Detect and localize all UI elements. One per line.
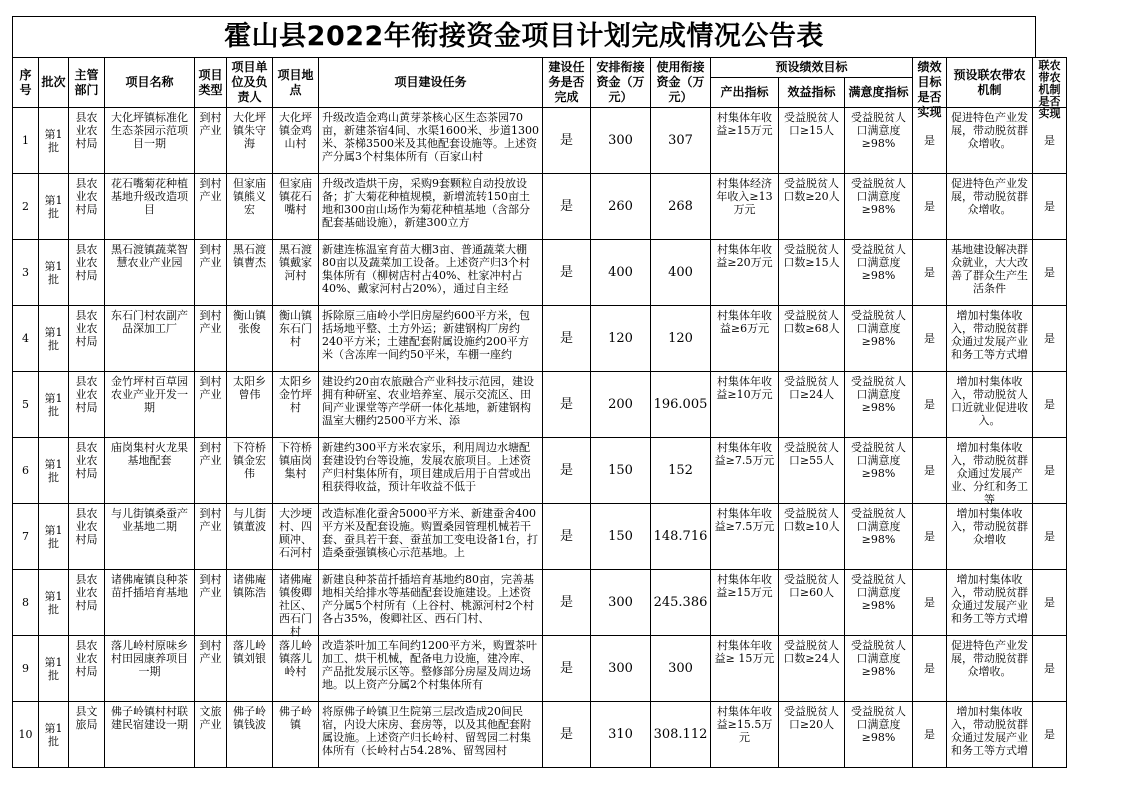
header-mech-achieved: 联农带农机制是否实现	[1033, 58, 1067, 108]
header-output: 产出指标	[711, 78, 779, 108]
cell-used: 196.005	[651, 372, 711, 438]
cell-mechanism: 增加村集体收入，带动脱贫群众通过发展产业、分红和务工等	[947, 438, 1033, 504]
cell-location: 诸佛庵镇俊卿社区、西石门村	[273, 570, 319, 636]
cell-output: 村集体年收益≥15万元	[711, 108, 779, 174]
table-row	[13, 174, 1067, 240]
cell-completed: 是	[543, 306, 591, 372]
cell-type: 到村产业	[195, 504, 227, 570]
cell-type: 到村产业	[195, 306, 227, 372]
cell-name: 诸佛庵镇良种茶苗扦插培育基地	[105, 570, 195, 636]
cell-batch: 第1批	[39, 306, 69, 372]
cell-mech-achieved: 是	[1033, 306, 1067, 372]
cell-satisfaction: 受益脱贫人口满意度≥98%	[845, 174, 913, 240]
cell-planned: 150	[591, 504, 651, 570]
cell-type: 到村产业	[195, 174, 227, 240]
cell-satisfaction: 受益脱贫人口满意度≥98%	[845, 702, 913, 768]
cell-dept: 县文旅局	[69, 702, 105, 768]
cell-output: 村集体年收益≥10万元	[711, 372, 779, 438]
cell-unit: 下符桥镇金宏伟	[227, 438, 273, 504]
cell-satisfaction: 受益脱贫人口满意度≥98%	[845, 240, 913, 306]
header-benefit: 效益指标	[779, 78, 845, 108]
cell-used: 300	[651, 636, 711, 702]
header-mechanism: 预设联农带农机制	[947, 58, 1033, 108]
cell-benefit: 受益脱贫人口≥24人	[779, 372, 845, 438]
cell-seq: 10	[13, 702, 39, 768]
cell-unit: 与儿街镇董波	[227, 504, 273, 570]
header-satisfaction: 满意度指标	[845, 78, 913, 108]
announcement-sheet	[12, 16, 1061, 768]
cell-name: 花石嘴菊花种植基地升级改造项目	[105, 174, 195, 240]
cell-name: 东石门村农副产品深加工厂	[105, 306, 195, 372]
cell-dept: 县农业农村局	[69, 570, 105, 636]
cell-mechanism: 增加村集体收入，带动脱贫群众通过发展产业和务工等方式增	[947, 570, 1033, 636]
cell-benefit: 受益脱贫人口数≥15人	[779, 240, 845, 306]
cell-mech-achieved: 是	[1033, 108, 1067, 174]
cell-unit: 衡山镇张俊	[227, 306, 273, 372]
cell-task: 新建约300平方米农家乐，利用周边水塘配套建设钓台等设施，发展农旅项目。上述资产归村集体所有，项目建成后用于自营或出租获得收益，预计年收益不低于	[319, 438, 543, 504]
cell-planned: 300	[591, 108, 651, 174]
cell-batch: 第1批	[39, 240, 69, 306]
cell-type: 到村产业	[195, 636, 227, 702]
cell-name: 黑石渡镇蔬菜智慧农业产业园	[105, 240, 195, 306]
cell-type: 到村产业	[195, 570, 227, 636]
table-row	[13, 108, 1067, 174]
cell-used: 400	[651, 240, 711, 306]
cell-mech-achieved: 是	[1033, 372, 1067, 438]
cell-completed: 是	[543, 570, 591, 636]
cell-output: 村集体年收益≥7.5万元	[711, 504, 779, 570]
cell-batch: 第1批	[39, 636, 69, 702]
cell-completed: 是	[543, 438, 591, 504]
table-body	[13, 108, 1067, 768]
cell-task: 建设约20亩农旅融合产业科技示范园，建设拥有种研室、农业培养室、展示交流区、田间产业课堂等产学研一体化基地，新建钢构温室大棚约2500平方米、添	[319, 372, 543, 438]
cell-output: 村集体年收益≥7.5万元	[711, 438, 779, 504]
table-row	[13, 438, 1067, 504]
cell-benefit: 受益脱贫人口≥15人	[779, 108, 845, 174]
header-planned: 安排衔接资金（万元）	[591, 58, 651, 108]
cell-task: 新建连栋温室育苗大棚3亩、普通蔬菜大棚80亩以及蔬菜加工设备。上述资产归3个村集体所有（柳树店村占40%、杜家冲村占40%、戴家河村占20%），通过自主经	[319, 240, 543, 306]
table-row	[13, 636, 1067, 702]
cell-seq: 1	[13, 108, 39, 174]
cell-output: 村集体年收益≥20万元	[711, 240, 779, 306]
cell-satisfaction: 受益脱贫人口满意度≥98%	[845, 372, 913, 438]
cell-location: 大沙埂村、四顾冲、石河村	[273, 504, 319, 570]
cell-mechanism: 增加村集体收入，带动脱贫群众通过发展产业和务工等方式增	[947, 306, 1033, 372]
cell-used: 120	[651, 306, 711, 372]
cell-satisfaction: 受益脱贫人口满意度≥98%	[845, 438, 913, 504]
cell-location: 衡山镇东石门村	[273, 306, 319, 372]
cell-dept: 县农业农村局	[69, 108, 105, 174]
cell-batch: 第1批	[39, 702, 69, 768]
cell-unit: 佛子岭镇钱波	[227, 702, 273, 768]
header-perf-achieved: 绩效目标是否实现	[913, 58, 947, 108]
cell-name: 大化坪镇标准化生态茶园示范项目一期	[105, 108, 195, 174]
cell-mechanism: 增加村集体收入，带动脱贫群众通过发展产业和务工等方式增	[947, 702, 1033, 768]
cell-satisfaction: 受益脱贫人口满意度≥98%	[845, 108, 913, 174]
cell-location: 黑石渡镇戴家河村	[273, 240, 319, 306]
cell-used: 148.716	[651, 504, 711, 570]
cell-mechanism: 增加村集体收入，带动脱贫群众增收	[947, 504, 1033, 570]
cell-benefit: 受益脱贫人口数≥10人	[779, 504, 845, 570]
cell-unit: 太阳乡曾伟	[227, 372, 273, 438]
cell-perf-achieved: 是	[913, 240, 947, 306]
cell-satisfaction: 受益脱贫人口满意度≥98%	[845, 306, 913, 372]
cell-mech-achieved: 是	[1033, 702, 1067, 768]
header-task: 项目建设任务	[319, 58, 543, 108]
cell-name: 金竹坪村百草园农业产业开发一期	[105, 372, 195, 438]
cell-seq: 8	[13, 570, 39, 636]
cell-name: 落儿岭村原味乡村田园康养项目一期	[105, 636, 195, 702]
cell-batch: 第1批	[39, 372, 69, 438]
header-name: 项目名称	[105, 58, 195, 108]
cell-type: 文旅产业	[195, 702, 227, 768]
cell-mechanism: 基地建设解决群众就业，大大改善了群众生产生活条件	[947, 240, 1033, 306]
cell-planned: 200	[591, 372, 651, 438]
cell-benefit: 受益脱贫人口数≥20人	[779, 174, 845, 240]
cell-used: 308.112	[651, 702, 711, 768]
cell-output: 村集体年收益≥ 15万元	[711, 636, 779, 702]
cell-mech-achieved: 是	[1033, 438, 1067, 504]
header-dept: 主管部门	[69, 58, 105, 108]
cell-mech-achieved: 是	[1033, 504, 1067, 570]
cell-planned: 400	[591, 240, 651, 306]
cell-seq: 9	[13, 636, 39, 702]
cell-mechanism: 促进特色产业发展，带动脱贫群众增收。	[947, 174, 1033, 240]
header-used: 使用衔接资金（万元）	[651, 58, 711, 108]
cell-batch: 第1批	[39, 504, 69, 570]
cell-mech-achieved: 是	[1033, 174, 1067, 240]
cell-mech-achieved: 是	[1033, 636, 1067, 702]
header-batch: 批次	[39, 58, 69, 108]
table-row	[13, 570, 1067, 636]
cell-perf-achieved: 是	[913, 438, 947, 504]
cell-used: 152	[651, 438, 711, 504]
cell-mechanism: 促进特色产业发展，带动脱贫群众增收。	[947, 636, 1033, 702]
table-row	[13, 702, 1067, 768]
cell-satisfaction: 受益脱贫人口满意度≥98%	[845, 570, 913, 636]
cell-benefit: 受益脱贫人口≥20人	[779, 702, 845, 768]
cell-unit: 黑石渡镇曹杰	[227, 240, 273, 306]
table-row	[13, 372, 1067, 438]
cell-task: 升级改造金鸡山黄芽茶核心区生态茶园70亩，新建茶宿4间、水渠1600米、步道1300米、茶梯3500米及其他配套设施等。上述资产分属3个村集体所有（百家山村	[319, 108, 543, 174]
cell-seq: 4	[13, 306, 39, 372]
cell-batch: 第1批	[39, 438, 69, 504]
cell-seq: 3	[13, 240, 39, 306]
cell-planned: 120	[591, 306, 651, 372]
cell-type: 到村产业	[195, 438, 227, 504]
cell-used: 268	[651, 174, 711, 240]
cell-name: 庙岗集村火龙果基地配套	[105, 438, 195, 504]
page-title: 霍山县2022年衔接资金项目计划完成情况公告表	[12, 16, 1036, 57]
cell-unit: 大化坪镇朱守海	[227, 108, 273, 174]
cell-planned: 300	[591, 570, 651, 636]
header-type: 项目类型	[195, 58, 227, 108]
cell-benefit: 受益脱贫人口≥55人	[779, 438, 845, 504]
table-header	[13, 58, 1067, 120]
cell-task: 改造茶叶加工车间约1200平方米，购置茶叶加工、烘干机械，配备电力设施，建冷库、产品批发展示区等。整修部分房屋及周边场地。以上资产分属2个村集体所有	[319, 636, 543, 702]
cell-output: 村集体经济年收入≥13万元	[711, 174, 779, 240]
cell-dept: 县农业农村局	[69, 636, 105, 702]
cell-dept: 县农业农村局	[69, 372, 105, 438]
cell-dept: 县农业农村局	[69, 240, 105, 306]
cell-perf-achieved: 是	[913, 108, 947, 174]
cell-dept: 县农业农村局	[69, 174, 105, 240]
cell-unit: 诸佛庵镇陈浩	[227, 570, 273, 636]
cell-type: 到村产业	[195, 372, 227, 438]
cell-type: 到村产业	[195, 108, 227, 174]
cell-unit: 落儿岭镇刘银	[227, 636, 273, 702]
cell-output: 村集体年收益≥6万元	[711, 306, 779, 372]
cell-location: 下符桥镇庙岗集村	[273, 438, 319, 504]
cell-planned: 300	[591, 636, 651, 702]
cell-batch: 第1批	[39, 174, 69, 240]
cell-seq: 6	[13, 438, 39, 504]
cell-task: 将原佛子岭镇卫生院第三层改造成20间民宿，内设大床房、套房等，以及其他配套附属设施。上述资产归长岭村、留驾园二村集体所有（长岭村占54.28%、留驾园村	[319, 702, 543, 768]
cell-perf-achieved: 是	[913, 636, 947, 702]
cell-location: 但家庙镇花石嘴村	[273, 174, 319, 240]
cell-name: 与儿街镇桑蚕产业基地二期	[105, 504, 195, 570]
cell-perf-achieved: 是	[913, 372, 947, 438]
cell-output: 村集体年收益≥15万元	[711, 570, 779, 636]
cell-seq: 2	[13, 174, 39, 240]
cell-completed: 是	[543, 108, 591, 174]
cell-benefit: 受益脱贫人口≥60人	[779, 570, 845, 636]
cell-seq: 5	[13, 372, 39, 438]
cell-satisfaction: 受益脱贫人口满意度≥98%	[845, 636, 913, 702]
cell-perf-achieved: 是	[913, 504, 947, 570]
table-row	[13, 240, 1067, 306]
cell-mechanism: 促进特色产业发展，带动脱贫群众增收。	[947, 108, 1033, 174]
cell-batch: 第1批	[39, 108, 69, 174]
cell-task: 改造标准化蚕舍5000平方米、新建蚕舍400平方米及配套设施。购置桑园管理机械若干套、蚕具若干套、蚕茧加工变电设备1台，打造桑蚕强镇核心示范基地。上	[319, 504, 543, 570]
header-completed: 建设任务是否完成	[543, 58, 591, 108]
cell-benefit: 受益脱贫人口数≥24人	[779, 636, 845, 702]
cell-planned: 150	[591, 438, 651, 504]
cell-batch: 第1批	[39, 570, 69, 636]
table-row	[13, 306, 1067, 372]
header-seq: 序号	[13, 58, 39, 108]
cell-satisfaction: 受益脱贫人口满意度≥98%	[845, 504, 913, 570]
cell-completed: 是	[543, 174, 591, 240]
cell-seq: 7	[13, 504, 39, 570]
cell-completed: 是	[543, 372, 591, 438]
cell-type: 到村产业	[195, 240, 227, 306]
cell-planned: 310	[591, 702, 651, 768]
header-location: 项目地点	[273, 58, 319, 108]
cell-output: 村集体年收益≥15.5万元	[711, 702, 779, 768]
cell-dept: 县农业农村局	[69, 504, 105, 570]
header-perf-group: 预设绩效目标	[711, 58, 913, 78]
cell-benefit: 受益脱贫人口数≥68人	[779, 306, 845, 372]
cell-location: 落儿岭镇落儿岭村	[273, 636, 319, 702]
cell-completed: 是	[543, 240, 591, 306]
cell-perf-achieved: 是	[913, 702, 947, 768]
cell-location: 大化坪镇金鸡山村	[273, 108, 319, 174]
cell-used: 245.386	[651, 570, 711, 636]
cell-planned: 260	[591, 174, 651, 240]
cell-perf-achieved: 是	[913, 570, 947, 636]
cell-mechanism: 增加村集体收入，带动脱贫人口近就业促进收入。	[947, 372, 1033, 438]
cell-task: 升级改造烘干房，采购9套颗粒自动投放设备；扩大菊花种植规模，新增流转150亩土地和300亩山场作为菊花种植基地（含部分配套基础设施），新建300立方	[319, 174, 543, 240]
cell-perf-achieved: 是	[913, 174, 947, 240]
cell-completed: 是	[543, 702, 591, 768]
cell-task: 新建良种茶苗扦插培育基地约80亩，完善基地相关给排水等基础配套设施建设。上述资产分属5个村所有（上谷村、桃源河村2个村各占35%，俊卿社区、西石门村、	[319, 570, 543, 636]
cell-perf-achieved: 是	[913, 306, 947, 372]
cell-name: 佛子岭镇村村联建民宿建设一期	[105, 702, 195, 768]
cell-mech-achieved: 是	[1033, 240, 1067, 306]
cell-used: 307	[651, 108, 711, 174]
cell-task: 拆除原三庙岭小学旧房屋约600平方米，包括场地平整、土方外运；新建钢构厂房约240平方米；土建配套附属设施约200平方米（含冻库一间约50平米，车棚一座约	[319, 306, 543, 372]
cell-mech-achieved: 是	[1033, 570, 1067, 636]
cell-dept: 县农业农村局	[69, 306, 105, 372]
table-row	[13, 504, 1067, 570]
cell-completed: 是	[543, 504, 591, 570]
project-table	[12, 57, 1067, 768]
cell-dept: 县农业农村局	[69, 438, 105, 504]
cell-location: 太阳乡金竹坪村	[273, 372, 319, 438]
cell-unit: 但家庙镇熊义宏	[227, 174, 273, 240]
cell-location: 佛子岭镇	[273, 702, 319, 768]
cell-completed: 是	[543, 636, 591, 702]
header-unit: 项目单位及负责人	[227, 58, 273, 108]
